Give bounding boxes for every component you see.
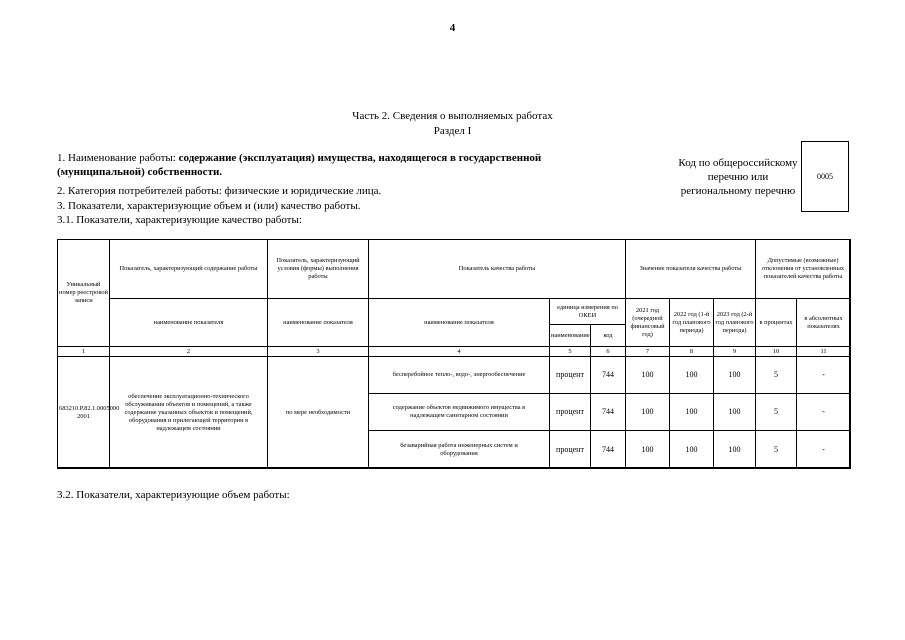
work-name-prefix: 1. Наименование работы: [57, 152, 179, 164]
header-quality-values: Значение показателя качества работы [626, 240, 756, 299]
col-number: 1 [58, 347, 110, 357]
quality-table [57, 239, 851, 469]
header-content-indicator: Показатель, характеризующий содержание работы [110, 240, 268, 299]
value-2023-2: 100 [714, 394, 756, 431]
consumer-category: 2. Категория потребителей работы: физические и юридические лица. [57, 185, 382, 197]
col-number: 3 [268, 347, 369, 357]
col-number: 5 [550, 347, 591, 357]
unit-code-3: 744 [591, 431, 626, 469]
header-unique-number: Уникальный номер реестровой записи [58, 240, 110, 347]
quality-name-1: бесперебойное тепло-, водо-, энергообеспечение [369, 357, 550, 394]
value-2021-2: 100 [626, 394, 670, 431]
code-box [801, 141, 849, 212]
col-number: 4 [369, 347, 550, 357]
indicators-heading: 3. Показатели, характеризующие объем и (или) качество работы. [57, 200, 361, 212]
header-unit-code: код [591, 325, 626, 347]
header-unit: единица измерения по ОКЕИ [550, 299, 626, 325]
unit-name-3: процент [550, 431, 591, 469]
value-2022-2: 100 [670, 394, 714, 431]
header-condition-indicator: Показатель, характеризующий условия (формы) выполнения работы [268, 240, 369, 299]
work-name-value-2: (муниципальной) собственности. [57, 166, 223, 178]
col-number: 10 [756, 347, 797, 357]
code-label-line2: перечню или [707, 171, 769, 183]
col-number: 11 [797, 347, 851, 357]
unit-name-1: процент [550, 357, 591, 394]
work-name-line2 [57, 165, 222, 179]
quality-name-3: безаварийная работа инженерных систем и оборудования [369, 431, 550, 469]
condition-value: по мере необходимости [268, 357, 369, 469]
unit-code-1: 744 [591, 357, 626, 394]
value-2023-1: 100 [714, 357, 756, 394]
content-value: обеспечение эксплуатационно-технического обслуживания объектов и помещений, а также содержание указанных объектов и помещений, оборудования и прилегающей территории в надлежащем состоянии [110, 357, 268, 469]
part-title: Часть 2. Сведения о выполняемых работах [352, 110, 553, 122]
value-2021-1: 100 [626, 357, 670, 394]
header-content-name: наименование показателя [110, 299, 268, 347]
header-percent: в процентах [756, 299, 797, 347]
col-number: 7 [626, 347, 670, 357]
record-id: 683210.Р.82.1.0005000 2001 [58, 357, 110, 469]
col-number: 6 [591, 347, 626, 357]
work-name-value-1: содержание (эксплуатация) имущества, находящегося в государственной [178, 152, 542, 164]
work-name-line1 [57, 151, 541, 165]
page-number: 4 [449, 22, 456, 34]
value-2023-3: 100 [714, 431, 756, 469]
header-quality-indicator: Показатель качества работы [369, 240, 626, 299]
deviation-absolute-3: - [797, 431, 851, 469]
header-unit-name: наименование [550, 325, 591, 347]
deviation-percent-3: 5 [756, 431, 797, 469]
section-title: Раздел I [433, 125, 472, 137]
code-label-line3: региональному перечню [680, 185, 796, 197]
header-year-2021: 2021 год (очередной финансовый год) [626, 299, 670, 347]
value-2022-1: 100 [670, 357, 714, 394]
code-label-line1: Код по общероссийскому [678, 157, 798, 169]
header-absolute: в абсолютных показателях [797, 299, 851, 347]
header-condition-name: наименование показателя [268, 299, 369, 347]
value-2022-3: 100 [670, 431, 714, 469]
value-2021-3: 100 [626, 431, 670, 469]
header-quality-name: наименование показателя [369, 299, 550, 347]
unit-name-2: процент [550, 394, 591, 431]
deviation-absolute-2: - [797, 394, 851, 431]
quality-indicators-heading: 3.1. Показатели, характеризующие качество работы: [57, 214, 302, 226]
code-label [677, 156, 799, 198]
header-deviation: Допустимые (возможные) отклонения от установленных показателей качества работы [756, 240, 851, 299]
deviation-percent-2: 5 [756, 394, 797, 431]
code-value: 0005 [817, 172, 833, 181]
col-number: 2 [110, 347, 268, 357]
quality-name-2: содержание объектов недвижимого имущества в надлежащем санитарном состоянии [369, 394, 550, 431]
deviation-absolute-1: - [797, 357, 851, 394]
col-number: 9 [714, 347, 756, 357]
volume-indicators-heading: 3.2. Показатели, характеризующие объем работы: [57, 489, 290, 501]
unit-code-2: 744 [591, 394, 626, 431]
col-number: 8 [670, 347, 714, 357]
header-year-2022: 2022 год (1-й год планового периода) [670, 299, 714, 347]
deviation-percent-1: 5 [756, 357, 797, 394]
header-year-2023: 2023 год (2-й год планового периода) [714, 299, 756, 347]
